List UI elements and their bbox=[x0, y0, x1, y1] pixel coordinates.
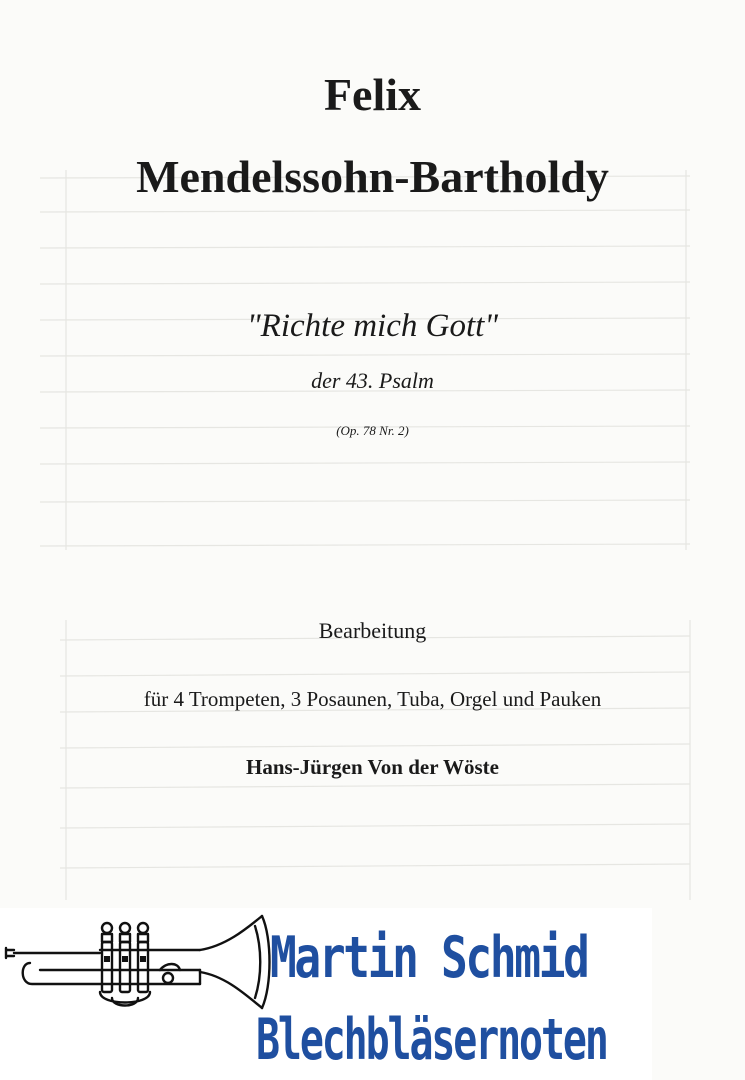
composer-last-name: Mendelssohn-Bartholdy bbox=[136, 151, 609, 202]
composer-first-name: Felix bbox=[323, 69, 422, 120]
opus-number: (Op. 78 Nr. 2) bbox=[336, 423, 409, 438]
trumpet-icon bbox=[0, 908, 280, 1018]
arranger-name: Hans-Jürgen Von der Wöste bbox=[245, 755, 499, 779]
publisher-name-line1: Martin Schmid bbox=[270, 925, 588, 991]
arrangement-label: Bearbeitung bbox=[318, 618, 427, 643]
publisher-name-line2: Blechbläsernoten bbox=[256, 1007, 607, 1073]
work-subtitle: der 43. Psalm bbox=[311, 368, 434, 393]
work-title: "Richte mich Gott" bbox=[246, 308, 499, 344]
instrumentation: für 4 Trompeten, 3 Posaunen, Tuba, Orgel und Pauken bbox=[143, 687, 602, 711]
